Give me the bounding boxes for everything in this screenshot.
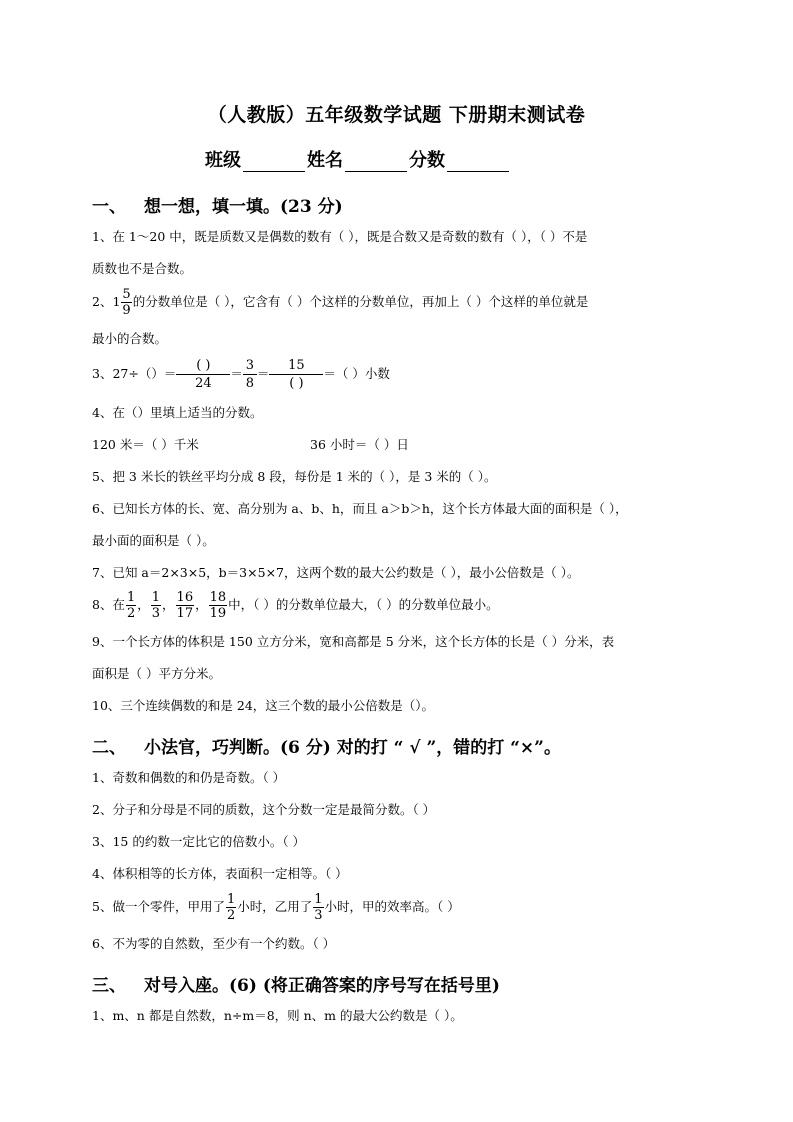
q1-2-fraction <box>121 287 131 318</box>
section-2-title: 小法官，巧判断。(6 分) 对的打 “ √ ”，错的打 “×”。 <box>144 738 561 758</box>
q1-3-fraction-1 <box>176 357 230 392</box>
fraction-denominator: ( ) <box>289 376 304 391</box>
fraction-denominator: 19 <box>209 606 227 621</box>
q1-8-prefix: 8、在 <box>92 597 125 612</box>
q2-3-line: 3、15 的约数一定比它的倍数小。（ ） <box>92 834 306 849</box>
fraction-numerator: 1 <box>226 892 236 907</box>
q1-3-suffix: ＝（ ）小数 <box>323 366 390 381</box>
section-2-number: 二、 <box>92 738 126 758</box>
q1-9-line1: 9、一个长方体的体积是 150 立方分米，宽和高都是 5 分米，这个长方体的长是（ ）分米，表 <box>92 634 615 649</box>
q1-3-line <box>92 357 390 392</box>
q2-4-line: 4、体积相等的长方体，表面积一定相等。（ ） <box>92 866 348 881</box>
fraction-denominator: 9 <box>122 303 131 318</box>
section-3-heading <box>92 971 500 996</box>
q2-5-fraction-1 <box>226 892 236 923</box>
q1-3-fraction-2 <box>243 357 257 392</box>
fraction-numerator: 1 <box>151 590 161 605</box>
q1-4-line: 4、在（）里填上适当的分数。 <box>92 405 263 420</box>
q1-2-line1 <box>92 287 588 318</box>
fraction-denominator: 3 <box>151 606 161 621</box>
class-label: 班级 <box>205 150 241 171</box>
class-blank[interactable] <box>243 153 305 172</box>
q1-2-text: 的分数单位是（ ），它含有（ ）个这样的分数单位，再加上（ ）个这样的单位就是 <box>132 294 589 309</box>
section-1-title: 想一想，填一填。(23 分) <box>144 197 343 217</box>
q1-7-line: 7、已知 a＝2×3×5，b＝3×5×7，这两个数的最大公约数是（ ），最小公倍数是（ ）。 <box>92 565 580 580</box>
section-1-number: 一、 <box>92 197 126 217</box>
q1-5-line: 5、把 3 米长的铁丝平均分成 8 段，每份是 1 米的（ ），是 3 米的（ ）。 <box>92 469 497 484</box>
q1-8-line <box>92 590 499 621</box>
fraction-numerator: 18 <box>209 590 227 605</box>
student-info-line <box>205 146 511 172</box>
q1-8-fraction-3 <box>176 590 195 621</box>
fraction-numerator: 1 <box>314 892 323 907</box>
q2-2-line: 2、分子和分母是不同的质数，这个分数一定是最简分数。（ ） <box>92 802 436 817</box>
q1-4a-line: 120 米＝（ ）千米 <box>92 437 199 452</box>
q1-1-line1: 1、在 1～20 中，既是质数又是偶数的数有（ ），既是合数又是奇数的数有（ ），（ ）不是 <box>92 229 588 244</box>
q1-4b-line: 36 小时＝（ ）日 <box>310 437 409 452</box>
q2-5-fraction-2 <box>313 892 323 923</box>
exam-title: （人教版）五年级数学试题 下册期末测试卷 <box>207 104 586 126</box>
score-label: 分数 <box>409 150 445 171</box>
q1-1-line2: 质数也不是合数。 <box>92 261 193 276</box>
q1-2-line2: 最小的合数。 <box>92 331 168 346</box>
section-3-title: 对号入座。(6) (将正确答案的序号写在括号里) <box>144 976 500 996</box>
fraction-denominator: 24 <box>195 376 212 391</box>
q1-2-prefix: 2、1 <box>92 294 121 309</box>
q1-8-fraction-4 <box>209 590 228 621</box>
fraction-numerator: 15 <box>269 357 323 375</box>
section-1-heading <box>92 192 343 217</box>
equals-sign: ＝ <box>230 366 243 381</box>
q1-10-line: 10、三个连续偶数的和是 24，这三个数的最小公倍数是（）。 <box>92 698 435 713</box>
q1-8-suffix: 中，（ ）的分数单位最大，（ ）的分数单位最小。 <box>228 597 499 612</box>
fraction-numerator: 16 <box>176 590 194 605</box>
separator: ， <box>195 597 208 612</box>
fraction-numerator: 3 <box>243 357 257 375</box>
q1-3-fraction-3 <box>269 357 323 392</box>
separator: ， <box>162 597 175 612</box>
section-2-heading <box>92 733 561 758</box>
q2-5-prefix: 5、做一个零件，甲用了 <box>92 899 225 914</box>
q1-9-line2: 面积是（ ）平方分米。 <box>92 666 221 681</box>
q1-8-fraction-2 <box>151 590 161 621</box>
equals-sign: ＝ <box>256 366 270 381</box>
fraction-numerator: 1 <box>126 590 136 605</box>
name-blank[interactable] <box>345 153 407 172</box>
fraction-denominator: 2 <box>226 908 236 923</box>
q1-6-line1: 6、已知长方体的长、宽、高分别为 a、b、h，而且 a＞b＞h，这个长方体最大面的面积是（ ）， <box>92 501 628 516</box>
section-3-number: 三、 <box>92 976 126 996</box>
q2-6-line: 6、不为零的自然数，至少有一个约数。（ ） <box>92 936 336 951</box>
score-blank[interactable] <box>447 153 509 172</box>
fraction-denominator: 3 <box>314 908 323 923</box>
fraction-denominator: 17 <box>176 606 194 621</box>
q2-5-suffix: 小时，甲的效率高。（ ） <box>324 899 460 914</box>
q1-6-line2: 最小面的面积是（ ）。 <box>92 533 215 548</box>
fraction-numerator: ( ) <box>176 357 230 375</box>
q1-3-prefix: 3、27÷（）＝ <box>92 366 177 381</box>
separator: ， <box>137 597 150 612</box>
q2-5-line <box>92 892 460 923</box>
q2-5-middle: 小时，乙用了 <box>237 899 313 914</box>
q3-1-line: 1、m、n 都是自然数，n÷m＝8，则 n、m 的最大公约数是（ ）。 <box>92 1008 463 1023</box>
q2-1-line: 1、奇数和偶数的和仍是奇数。（ ） <box>92 770 286 785</box>
q1-8-fraction-1 <box>126 590 136 621</box>
fraction-denominator: 8 <box>245 376 254 391</box>
name-label: 姓名 <box>307 150 343 171</box>
fraction-numerator: 5 <box>122 287 131 302</box>
fraction-denominator: 2 <box>126 606 136 621</box>
